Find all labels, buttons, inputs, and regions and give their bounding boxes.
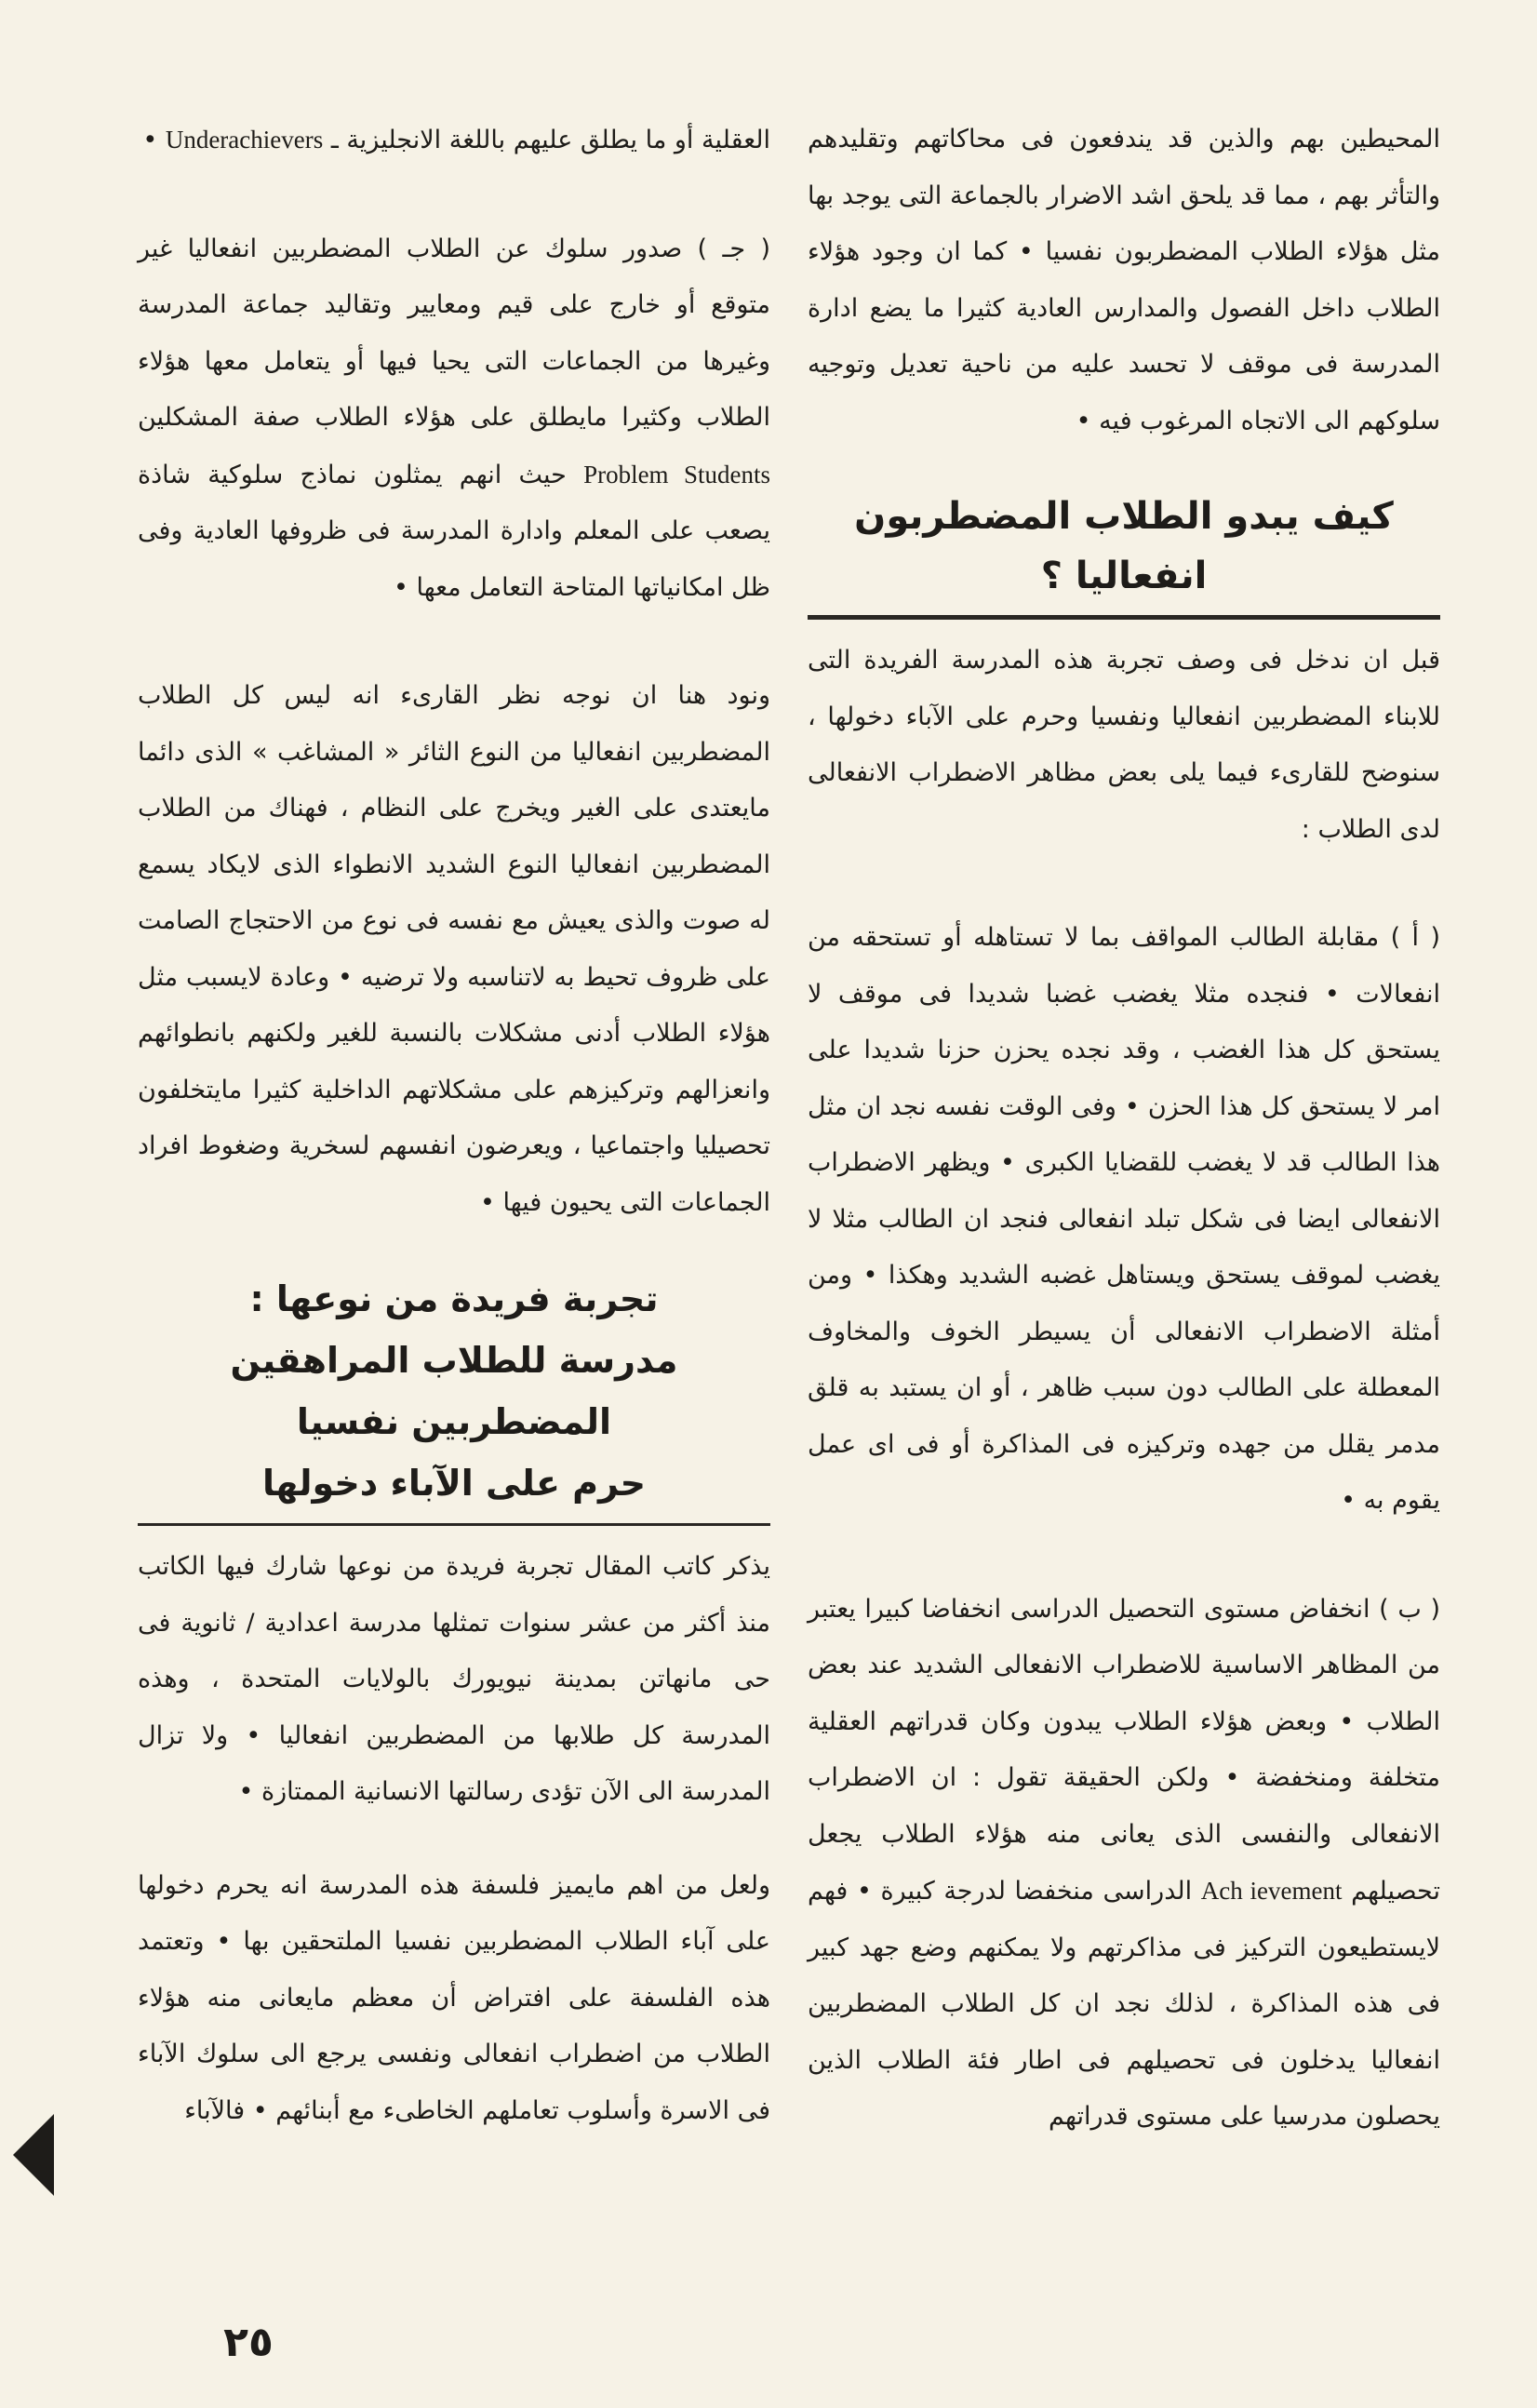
feature-heading-line-2: مدرسة للطلاب المراهقين المضطربين نفسيا bbox=[230, 1340, 678, 1442]
school-paragraph: يذكر كاتب المقال تجربة فريدة من نوعها شارك فيها الكاتب منذ أكثر من عشر سنوات تمثلها مدرسة اعدادية / ثانوية فى حى مانهاتن بمدينة نيويورك بالولايات المتحدة ، وهذه المدرسة كل طلابها من المضطربين انفعاليا • ولا تزال المدرسة الى الآن تؤدى رسالتها الانسانية الممتازة • bbox=[138, 1552, 770, 1806]
feature-heading-rule bbox=[138, 1523, 770, 1526]
achievement-term: Ach ievement bbox=[1200, 1877, 1343, 1905]
point-c-text-before: ( جـ ) صدور سلوك عن الطلاب المضطربين انفعاليا غير متوقع أو خارج على قيم ومعايير وتقاليد جماعة المدرسة وغيرها من الجماعات التى يحيا فيها أو يتعامل معها هؤلاء الطلاب وكثيرا مايطلق على هؤلاء الطلاب صفة المشكلين bbox=[138, 234, 770, 432]
left-column bbox=[138, 112, 770, 2139]
point-a-paragraph: ( أ ) مقابلة الطالب المواقف بما لا تستاهله أو تستحقه من انفعالات • فنجده مثلا يغضب غضبا شديدا فى موقف لا يستحق كل هذا الغضب ، وقد نجده يحزن حزنا شديدا على امر لا يستحق كل هذا الحزن • وفى الوقت نفسه نجد ان مثل هذا الطالب قد لا يغضب للقضايا الكبرى • ويظهر الاضطراب الانفعالى ايضا فى شكل تبلد انفعالى فنجد ان الطالب مثلا لا يغضب لموقف يستحق ويستاهل غضبه الشديد وهكذا • ومن أمثلة الاضطراب الانفعالى أن يسيطر الخوف والمخاوف المعطلة على الطالب دون سبب ظاهر ، أو ان يستبد به قلق مدمر يقلل من جهده وتركيزه فى المذاكرة أو فى اى عمل يقوم به • bbox=[808, 923, 1440, 1515]
philosophy-paragraph: ولعل من اهم مايميز فلسفة هذه المدرسة انه يحرم دخولها على آباء الطلاب المضطربين نفسيا الملتحقين بها • وتعتمد هذه الفلسفة على افتراض أن معظم مايعانى منه هؤلاء الطلاب من اضطراب انفعالى ونفسى يرجع الى سلوك الآباء فى الاسرة وأسلوب تعاملهم الخاطىء مع أبنائهم • فالآباء bbox=[138, 1870, 770, 2125]
section-intro-paragraph: قبل ان ندخل فى وصف تجربة هذه المدرسة الفريدة التى للابناء المضطربين انفعاليا ونفسيا وحرم على الآباء دخولها ، سنوضح للقارىء فيما يلى بعض مظاهر الاضطراب الانفعالى لدى الطلاب : bbox=[808, 646, 1440, 844]
point-c-paragraph bbox=[138, 221, 770, 617]
point-b-text-after: الدراسى منخفضا لدرجة كبيرة • فهم لايستطيعون التركيز فى مذاكرتهم ولا يمكنهم وضع جهد كبير فى هذه المذاكرة ، لذلك نجد ان كل الطلاب المضطربين انفعاليا يدخلون فى تحصيلهم فى اطار فئة الطلاب الذين يحصلون مدرسيا على مستوى قدراتهم bbox=[808, 1877, 1440, 2131]
section-heading: كيف يبدو الطلاب المضطربون انفعاليا ؟ bbox=[854, 495, 1394, 597]
right-column bbox=[808, 112, 1440, 2146]
problem-students-term: Problem Students bbox=[583, 460, 770, 488]
continuation-text: العقلية أو ما يطلق عليهم باللغة الانجليزية ـ bbox=[330, 126, 770, 154]
point-b-paragraph bbox=[808, 1582, 1440, 2146]
underachievers-term: Underachievers bbox=[165, 126, 324, 154]
feature-heading-box bbox=[138, 1268, 770, 1526]
point-c-text-after: حيث انهم يمثلون نماذج سلوكية شاذة يصعب على المعلم وادارة المدرسة فى ظروفها العادية وفى ظل امكانياتها المتاحة التعامل معها • bbox=[138, 460, 770, 602]
continue-arrow-icon bbox=[13, 2114, 54, 2196]
page-number: ٢٥ bbox=[223, 2319, 274, 2366]
heading-rule bbox=[808, 615, 1440, 620]
note-paragraph: ونود هنا ان نوجه نظر القارىء انه ليس كل الطلاب المضطربين انفعاليا من النوع الثائر « المشاغب » الذى دائما مايعتدى على الغير ويخرج على النظام ، فهناك من الطلاب المضطربين انفعاليا النوع الشديد الانطواء الذى لايكاد يسمع له صوت والذى يعيش مع نفسه فى نوع من الاحتجاج الصامت على ظروف تحيط به لاتناسبه ولا ترضيه • وعادة لايسبب مثل هؤلاء الطلاب أدنى مشكلات بالنسبة للغير ولكنهم بانطوائهم وانعزالهم وتركيزهم على مشكلاتهم الداخلية كثيرا مايتخلفون تحصيليا واجتماعيا ، ويعرضون انفسهم لسخرية وضغوط افراد الجماعات التى يحيون فيها • bbox=[138, 681, 770, 1217]
point-b-text-before: ( ب ) انخفاض مستوى التحصيل الدراسى انخفاضا كبيرا يعتبر من المظاهر الاساسية للاضطراب الانفعالى الشديد عند بعض الطلاب • وبعض هؤلاء الطلاب يبدون وكان قدراتهم العقلية متخلفة ومنخفضة • ولكن الحقيقة تقول : ان الاضطراب الانفعالى والنفسى الذى يعانى منه هؤلاء الطلاب يجعل تحصيلهم bbox=[808, 1594, 1440, 1906]
feature-heading-line-1: تجربة فريدة من نوعها : bbox=[249, 1278, 659, 1319]
continuation-paragraph: العقلية أو ما يطلق عليهم باللغة الانجليزية ـ Underachievers • bbox=[142, 126, 770, 154]
feature-heading-line-3: حرم على الآباء دخولها bbox=[261, 1463, 647, 1504]
intro-paragraph: المحيطين بهم والذين قد يندفعون فى محاكاتهم وتقليدهم والتأثر بهم ، مما قد يلحق اشد الاضرار بالجماعة التى يوجد بها مثل هؤلاء الطلاب المضطربون نفسيا • كما ان وجود هؤلاء الطلاب داخل الفصول والمدارس العادية كثيرا ما يضع ادارة المدرسة فى موقف لا تحسد عليه من ناحية تعديل وتوجيه سلوكهم الى الاتجاه المرغوب فيه • bbox=[808, 125, 1440, 435]
